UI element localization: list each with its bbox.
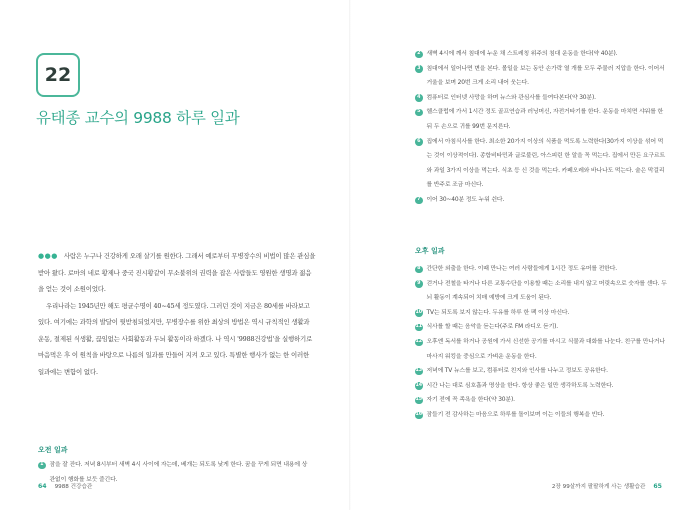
list-item-text: 새벽 4시에 깨서 침대에 누운 채 스트레칭 위주의 침대 운동을 한다(약 40분). xyxy=(426,51,618,57)
afternoon-heading: 오후 일과 xyxy=(415,247,445,255)
list-item xyxy=(415,306,667,321)
list-item xyxy=(415,193,667,208)
list-item-text: 잠들기 전 감사하는 마음으로 하루를 돌이보며 이는 이들의 행복을 빈다. xyxy=(426,411,605,418)
number-circle: 16 xyxy=(415,412,423,420)
number-circle: 14 xyxy=(415,382,423,390)
list-item xyxy=(415,277,667,306)
number-circle: 7 xyxy=(415,197,423,205)
number-circle: 11 xyxy=(415,324,423,332)
list-item xyxy=(415,364,667,379)
list-item-text: 잠을 잘 잔다. 저녁 8시부터 새벽 4시 사이에 자는데, 베개는 되도록 낮게 한다. 꿈을 꾸게 되면 내용에 상관없이 행화를 보듯 즐긴다. xyxy=(49,462,308,483)
number-circle: 6 xyxy=(415,138,423,146)
intro-paragraph-text: 사람은 누구나 건강하게 오래 살기를 원한다. 그래서 예로부터 무병장수의 비법이 많은 관심을 받아 왔다. 로마의 네로 황제나 중국 진시황같이 무소불위의 권력을 잡은 사람들도 영원한 생명과 젊음을 얻는 것이 소원이었다. xyxy=(38,252,316,293)
list-item-text: 식사를 할 때는 음악을 듣는다(주로 FM 라디오 듣기). xyxy=(426,324,559,331)
list-item-text: 오후엔 독서를 하거나 공원에 가서 신선한 공기를 마시고 식물과 대화를 나눈다. 친구를 만나거나 마사지 워킹을 중심으로 가벼운 운동을 한다. xyxy=(426,338,665,360)
list-item-text: 침대에서 일어나면 변을 본다. 볼일을 보는 동안 손가락 열 개를 모두 주물러 지압을 한다. 이어서 거울을 보며 20번 크게 소리 내어 웃는다. xyxy=(426,65,665,87)
number-circle: 9 xyxy=(415,280,423,288)
number-circle: 13 xyxy=(415,368,423,376)
number-circle: 15 xyxy=(415,397,423,405)
number-circle: 5 xyxy=(415,109,423,117)
number-circle: 4 xyxy=(415,94,423,102)
list-item-text: 간단한 외출을 한다. 이때 만나는 여러 사람들에게 1시간 정도 유머를 전한다. xyxy=(426,266,617,272)
page-number: 64 xyxy=(38,483,47,490)
morning-list-part-2 xyxy=(415,47,667,208)
intro-paragraph-text: 우리나라는 1945년만 해도 평균수명이 40~45세 정도였다. 그러던 것이 지금은 80세를 바라보고 있다. 여기에는 과학의 발달이 뒷받침되었지만, 무병장수를 위한 최상의 방법은 역시 규칙적인 생활과 운동, 절제된 식생활, 끊임없는 사회활동과 두뇌 활동이라 하겠다. 나 역시 '9988건강법'을 실행하기로 마음먹은 후 이 원칙을 바탕으로 나름의 일과를 만들어 지켜 오고 있다. 특별한 행사가 없는 한 이러한 일과에는 변함이 없다. xyxy=(38,301,313,376)
bullet-dots-icon: ●●● xyxy=(38,252,58,260)
morning-heading: 오전 일과 xyxy=(38,446,68,454)
number-circle: 8 xyxy=(415,266,423,274)
chapter-title: 유태종 교수의 9988 하루 일과 xyxy=(36,109,240,127)
right-footer xyxy=(552,482,662,490)
list-item-text: 자기 전에 꼭 족욕을 한다(약 30분). xyxy=(426,397,515,404)
number-circle: 2 xyxy=(415,51,423,59)
list-item-text: TV는 되도록 보지 않는다. 두유를 하루 한 팩 이상 마신다. xyxy=(426,309,570,316)
list-item xyxy=(415,91,667,106)
chapter-number-badge xyxy=(36,53,80,97)
list-item-text: 걷거나 전철을 타거나 다른 교통수단을 이용할 때는 소리를 내지 않고 머릿속으로 숫자를 센다. 두뇌 활동이 계속되어 치매 예방에 크게 도움이 된다. xyxy=(426,280,667,302)
list-item xyxy=(415,320,667,335)
page-number: 65 xyxy=(653,483,662,490)
intro-paragraph xyxy=(38,248,316,298)
list-item xyxy=(415,262,667,277)
list-item-text: 이어 30~40분 정도 누워 쉰다. xyxy=(426,196,505,203)
intro-paragraph xyxy=(38,298,316,381)
chapter-running-title: 2장 99살까지 팔팔하게 사는 생활습관 xyxy=(551,484,646,490)
list-item xyxy=(415,62,667,91)
afternoon-list xyxy=(415,262,667,423)
list-item xyxy=(415,105,667,134)
list-item xyxy=(415,47,667,62)
number-circle: 3 xyxy=(415,65,423,73)
list-item xyxy=(415,335,667,364)
list-item-text: 저녁에 TV 뉴스를 보고, 컴퓨터로 친지와 인사를 나누고 정보도 공유한다. xyxy=(426,368,608,375)
book-title: 9988 건강습관 xyxy=(54,484,93,490)
left-footer xyxy=(38,482,92,490)
list-item xyxy=(415,393,667,408)
list-item xyxy=(415,408,667,423)
list-item xyxy=(415,135,667,193)
list-item-text: 헬스클럽에 가서 1시간 정도 골프연습과 러닝머신, 자전거타기를 한다. 운동을 마치면 샤워를 한 뒤 두 손으로 귀를 99번 문지른다. xyxy=(426,109,664,130)
list-item-text: 컴퓨터로 인터넷 사망을 하며 뉴스와 관심사를 들여다본다(약 30분). xyxy=(426,94,596,101)
chapter-number: 22 xyxy=(44,64,72,86)
list-item-text: 시간 나는 대로 심호흡과 명상을 한다. 항상 좋은 일만 생각하도록 노력한다. xyxy=(426,382,614,389)
number-circle: 10 xyxy=(415,309,423,317)
number-circle: 1 xyxy=(38,462,46,470)
intro-text xyxy=(38,248,316,380)
list-item xyxy=(415,379,667,394)
number-circle: 12 xyxy=(415,339,423,347)
list-item-text: 집에서 아침식사를 한다. 최소한 20가지 이상의 식품을 먹도록 노력한다(30가지 이상을 섞어 먹는 것이 이상적이다). 종합비타민과 글로불린, 아스피린 한 알을 꼭 먹는다. 집에서 만든 요구르트와 과일 3가지 이상을 먹는다. 식초 등 신 것을 먹는다. 카페오레와 바나나도 먹는다. 술은 막걸리를 반주로 조금 마신다. xyxy=(426,138,666,189)
